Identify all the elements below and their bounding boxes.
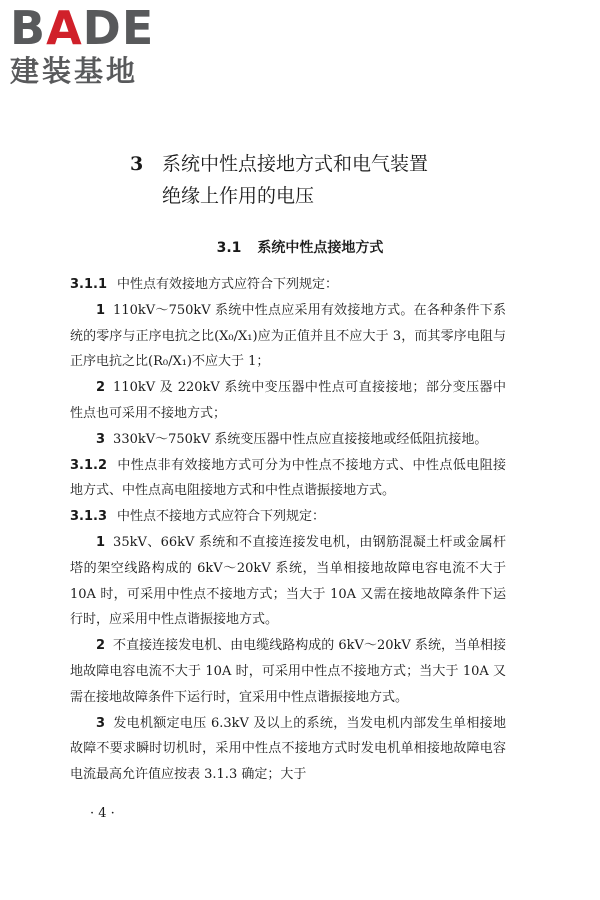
item-number: 3	[96, 431, 106, 447]
body-text	[70, 272, 506, 788]
paragraph-text: 中性点有效接地方式应符合下列规定：	[117, 277, 339, 292]
clause-number: 3.1.3	[70, 509, 108, 525]
item-paragraph	[70, 633, 506, 710]
clause-paragraph	[70, 272, 506, 298]
item-paragraph	[70, 375, 506, 427]
item-number: 1	[96, 302, 106, 318]
item-paragraph	[70, 711, 506, 788]
paragraph-text: 中性点非有效接地方式可分为中性点不接地方式、中性点低电阻接地方式、中性点高电阻接地方式和中性点谐振接地方式。	[70, 457, 506, 499]
logo-wordmark: BADE	[10, 1, 155, 55]
chapter-title-line1: 系统中性点接地方式和电气装置	[162, 153, 429, 175]
item-number: 1	[96, 534, 106, 550]
section-title: 系统中性点接地方式	[257, 240, 384, 256]
clause-paragraph	[70, 453, 506, 505]
item-paragraph	[70, 427, 506, 453]
clause-number: 3.1.1	[70, 277, 108, 292]
paragraph-text: 发电机额定电压 6.3kV 及以上的系统，当发电机内部发生单相接地故障不要求瞬时切机时，采用中性点不接地方式时发电机单相接地故障电容电流最高允许值应按表 3.1.3 确定；大于	[70, 715, 506, 783]
chapter-title-line2: 绝缘上作用的电压	[162, 185, 315, 207]
clause-paragraph	[70, 504, 506, 530]
page-number: · 4 ·	[90, 806, 115, 821]
item-number: 2	[96, 380, 106, 396]
section-number: 3.1	[216, 240, 242, 256]
logo-subtitle: 建装基地	[10, 54, 139, 88]
clause-number: 3.1.2	[70, 457, 108, 473]
item-paragraph	[70, 298, 506, 375]
chapter-title	[130, 148, 428, 212]
paragraph-text: 不直接连接发电机、由电缆线路构成的 6kV～20kV 系统，当单相接地故障电容电流不大于 10A 时，可采用中性点不接地方式；当大于 10A 又需在接地故障条件下运行时，宜采用中性点谐振接地方式。	[70, 638, 506, 705]
item-number: 3	[96, 715, 106, 731]
chapter-number: 3	[130, 153, 144, 175]
paragraph-text: 中性点不接地方式应符合下列规定：	[117, 509, 326, 525]
logo	[10, 2, 180, 88]
paragraph-text: 110kV 及 220kV 系统中变压器中性点可直接接地；部分变压器中性点也可采用不接地方式；	[70, 380, 506, 421]
section-heading	[0, 237, 600, 257]
paragraph-text: 35kV、66kV 系统和不直接连接发电机，由钢筋混凝土杆或金属杆塔的架空线路构成的 6kV～20kV 系统，当单相接地故障电容电流不大于 10A 时，可采用中性点不接地方式；当大于 10A 又需在接地故障条件下运行时，应采用中性点谐振接地方式。	[70, 534, 506, 628]
paragraph-text: 110kV～750kV 系统中性点应采用有效接地方式。在各种条件下系统的零序与正序电抗之比(X₀/X₁)应为正值并且不应大于 3，而其零序电阻与正序电抗之比(R₀/X₁)不应大于 1；	[70, 302, 506, 370]
paragraph-text: 330kV～750kV 系统变压器中性点应直接接地或经低阻抗接地。	[113, 431, 488, 447]
item-paragraph	[70, 530, 506, 633]
item-number: 2	[96, 638, 106, 654]
